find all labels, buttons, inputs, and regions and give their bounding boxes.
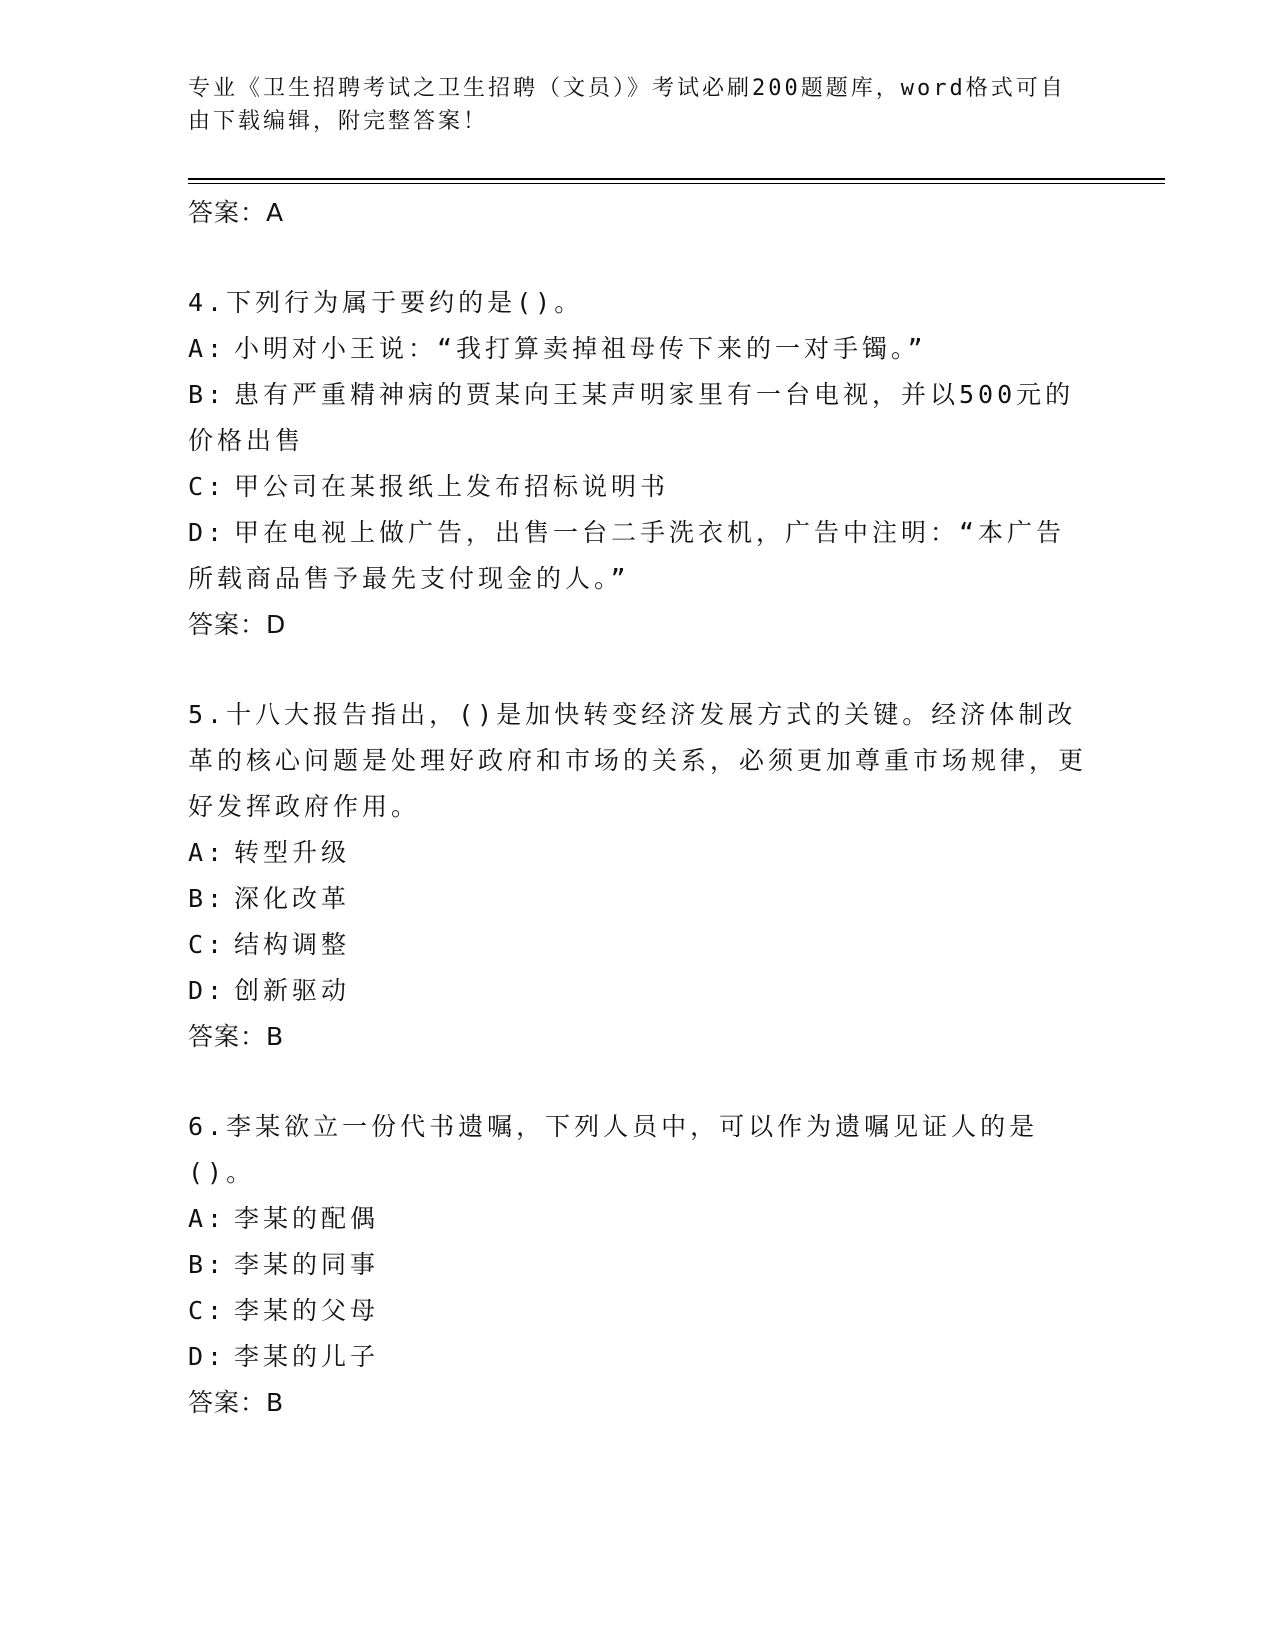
option-text: 深化改革 xyxy=(234,884,351,913)
document-header: 专业《卫生招聘考试之卫生招聘（文员）》考试必刷200题题库，word格式可自 由下载编辑，附完整答案！ xyxy=(188,76,1066,134)
option-c xyxy=(188,1288,1088,1334)
answer-line: 答案：B xyxy=(188,1022,285,1051)
option-text: 患有严重精神病的贾某向王某声明家里有一台电视，并以500元的价格出售 xyxy=(188,380,1075,455)
document-body xyxy=(188,190,1088,1426)
question-block xyxy=(188,1104,1088,1426)
option-label: B: xyxy=(188,1250,227,1279)
option-text: 李某的配偶 xyxy=(234,1204,380,1233)
header-rule-thin xyxy=(188,183,1165,184)
option-label: A: xyxy=(188,838,227,867)
option-text: 甲在电视上做广告，出售一台二手洗衣机，广告中注明：“本广告所载商品售予最先支付现金的人。” xyxy=(188,518,1066,593)
option-a xyxy=(188,830,1088,876)
option-text: 结构调整 xyxy=(234,930,351,959)
option-c xyxy=(188,922,1088,968)
question-block xyxy=(188,280,1088,648)
option-label: D: xyxy=(188,518,227,547)
option-label: C: xyxy=(188,472,227,501)
question-text: 6.李某欲立一份代书遗嘱，下列人员中，可以作为遗嘱见证人的是()。 xyxy=(188,1112,1039,1187)
option-d xyxy=(188,510,1088,602)
header-rule-thick xyxy=(188,178,1165,180)
option-b xyxy=(188,372,1088,464)
option-text: 小明对小王说：“我打算卖掉祖母传下来的一对手镯。” xyxy=(234,334,927,363)
question-text: 5.十八大报告指出，()是加快转变经济发展方式的关键。经济体制改革的核心问题是处理好政府和市场的关系，必须更加尊重市场规律，更好发挥政府作用。 xyxy=(188,700,1088,821)
option-label: A: xyxy=(188,334,227,363)
option-label: D: xyxy=(188,976,227,1005)
option-b xyxy=(188,876,1088,922)
option-b xyxy=(188,1242,1088,1288)
option-d xyxy=(188,968,1088,1014)
option-text: 甲公司在某报纸上发布招标说明书 xyxy=(234,472,670,501)
option-a xyxy=(188,326,1088,372)
answer-line: 答案：D xyxy=(188,610,287,639)
option-text: 创新驱动 xyxy=(234,976,351,1005)
answer-line: 答案：A xyxy=(188,198,285,227)
option-label: A: xyxy=(188,1204,227,1233)
answer-line: 答案：B xyxy=(188,1388,285,1417)
option-text: 李某的同事 xyxy=(234,1250,380,1279)
option-text: 李某的儿子 xyxy=(234,1342,380,1371)
option-text: 转型升级 xyxy=(234,838,351,867)
option-text: 李某的父母 xyxy=(234,1296,380,1325)
option-label: C: xyxy=(188,930,227,959)
option-label: B: xyxy=(188,380,227,409)
option-label: B: xyxy=(188,884,227,913)
option-d xyxy=(188,1334,1088,1380)
option-c xyxy=(188,464,1088,510)
question-block xyxy=(188,692,1088,1060)
option-a xyxy=(188,1196,1088,1242)
option-label: D: xyxy=(188,1342,227,1371)
option-label: C: xyxy=(188,1296,227,1325)
question-text: 4.下列行为属于要约的是()。 xyxy=(188,288,584,317)
